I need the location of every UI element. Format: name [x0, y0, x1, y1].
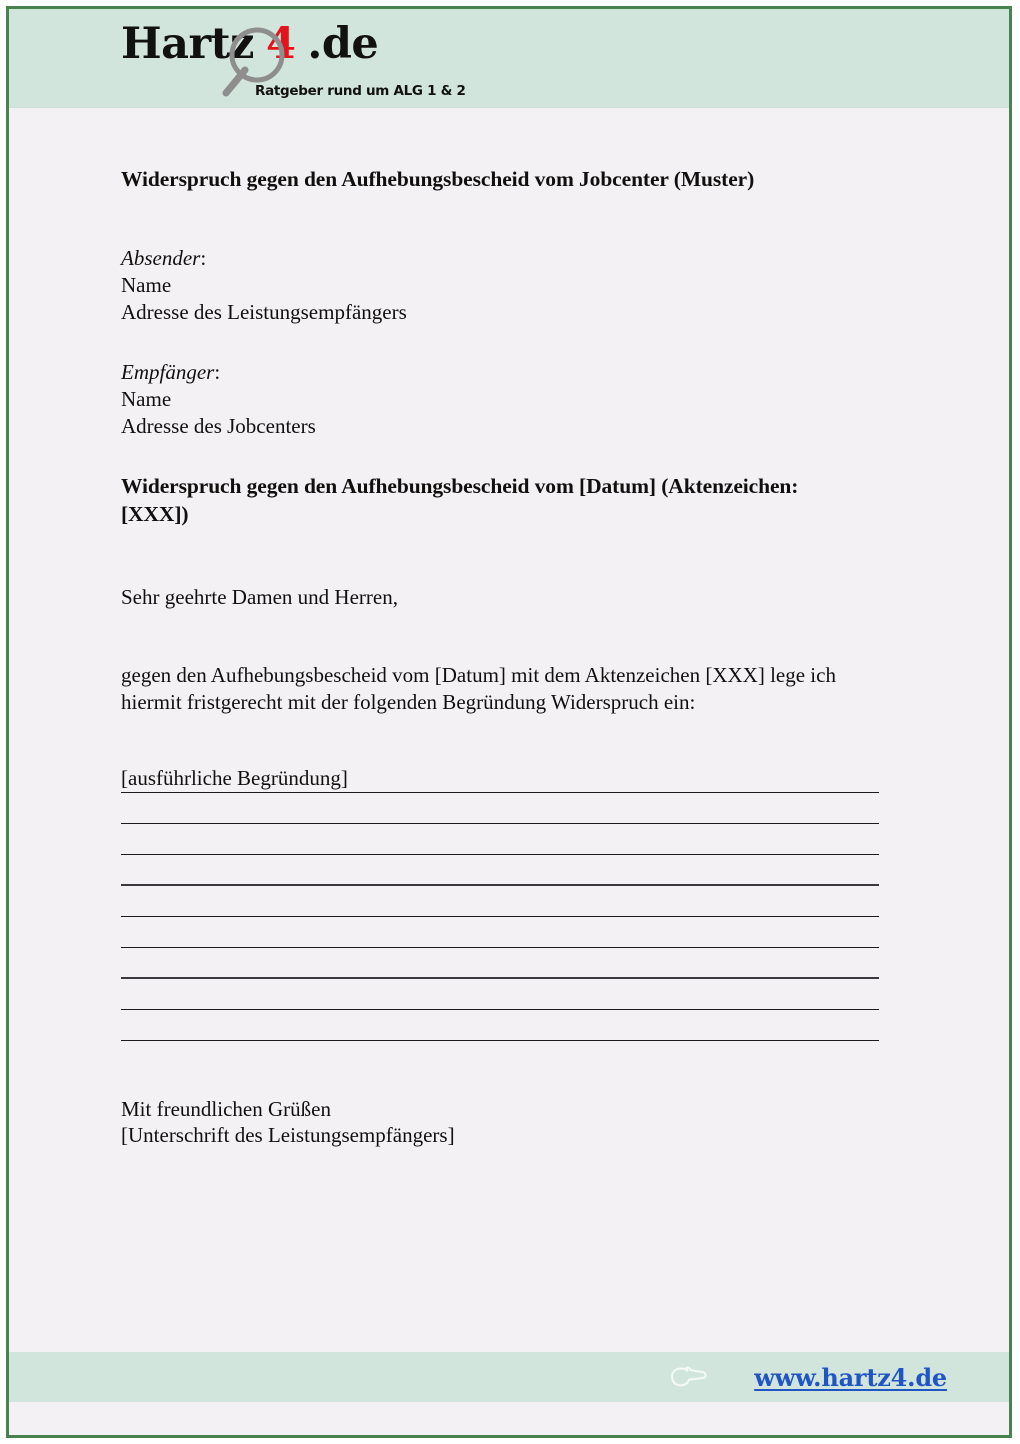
salutation: Sehr geehrte Damen und Herren,: [121, 584, 398, 609]
logo-text-hartz: Hartz: [121, 19, 254, 69]
logo-tagline: Ratgeber rund um ALG 1 & 2: [255, 83, 466, 99]
closing-greeting: Mit freundlichen Grüßen: [121, 1096, 331, 1121]
blank-rule-lines: [121, 793, 879, 1041]
blank-rule-row: [121, 948, 879, 979]
closing-block: [121, 1096, 893, 1149]
blank-rule-row: [121, 886, 879, 917]
site-logo[interactable]: [121, 19, 466, 101]
page-frame: [6, 6, 1012, 1438]
site-footer-band: [9, 1352, 1009, 1402]
sender-name: Name: [121, 272, 172, 297]
pointing-hand-icon: [662, 1362, 708, 1392]
footer-content: [662, 1352, 947, 1402]
recipient-label-colon: :: [214, 360, 221, 385]
sender-address: Adresse des Leistungsempfängers: [121, 299, 407, 324]
sender-block: [121, 245, 893, 325]
footer-spacer: [9, 1268, 1009, 1352]
reason-writing-area: [121, 762, 879, 1041]
reason-first-row: [121, 762, 879, 793]
signature-placeholder: [Unterschrift des Leistungsempfängers]: [121, 1123, 455, 1148]
recipient-address: Adresse des Jobcenters: [121, 413, 316, 438]
body-paragraph: gegen den Aufhebungsbescheid vom [Datum] mit dem Aktenzeichen [XXX] lege ich hiermit fristgerecht mit der folgenden Begründung Widerspruch ein:: [121, 663, 836, 715]
page-title: Widerspruch gegen den Aufhebungsbescheid vom Jobcenter (Muster): [121, 167, 755, 191]
reason-placeholder: [ausführliche Begründung]: [121, 765, 348, 790]
subject-line: Widerspruch gegen den Aufhebungsbescheid vom [Datum] (Aktenzeichen: [XXX]): [121, 474, 799, 526]
logo-text-de: .de: [307, 19, 379, 69]
blank-rule-row: [121, 824, 879, 855]
blank-rule-row: [121, 855, 879, 886]
letter-content: [121, 166, 893, 1149]
recipient-name: Name: [121, 386, 172, 411]
sender-label-colon: :: [200, 246, 207, 271]
rule-line: [121, 1040, 879, 1041]
blank-rule-row: [121, 1010, 879, 1041]
sender-label: Absender: [121, 246, 201, 271]
recipient-block: [121, 359, 893, 439]
recipient-label: Empfänger: [121, 360, 215, 385]
site-header-band: [9, 9, 1009, 108]
blank-rule-row: [121, 979, 879, 1010]
sender-label-row: [121, 245, 893, 272]
recipient-label-row: [121, 359, 893, 386]
logo-wordmark: [121, 19, 379, 69]
logo-text-four: 4: [265, 19, 296, 69]
blank-rule-row: [121, 917, 879, 948]
footer-bottom-margin: [9, 1402, 1009, 1438]
blank-rule-row: [121, 793, 879, 824]
footer-website-link[interactable]: www.hartz4.de: [754, 1362, 947, 1392]
letter-sheet: [9, 108, 1009, 1268]
